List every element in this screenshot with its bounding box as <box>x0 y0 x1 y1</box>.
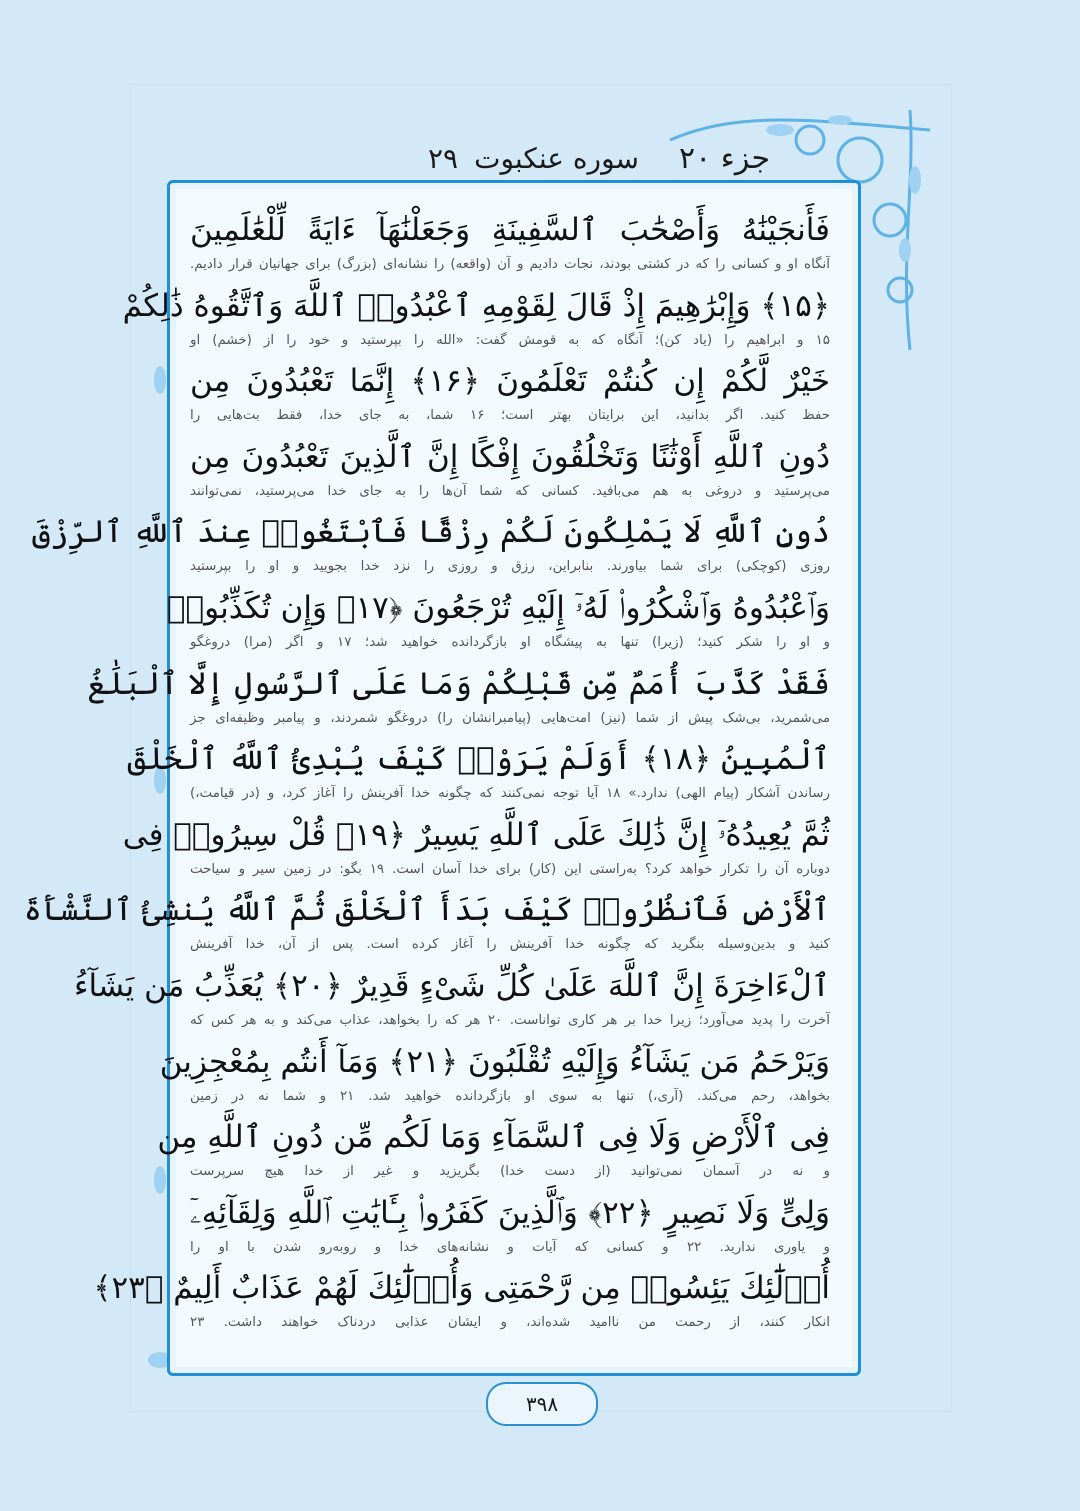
translation-text: رساندن آشکار (پیام الهی) ندارد.» ۱۸ آیا توجه نمی‌کنند که چگونه خدا آفرینش را آغاز کرد، و (در قیامت،) <box>190 786 830 802</box>
verse-line <box>166 583 830 659</box>
verse-line <box>122 281 830 357</box>
translation-text: و نه در آسمان نمی‌توانید (از دست خدا) بگریزید و غیر از خدا هیچ سرپرست <box>190 1164 830 1180</box>
translation-text: می‌شمرید، بی‌شک پیش از شما (نیز) امت‌هایی (پیامبرانشان را) دروغگو شمردند، و پیامبر وظیفه‌ای جز <box>190 710 830 726</box>
juz-label: جزء ۲۰ <box>679 140 770 176</box>
verse-line <box>157 1112 830 1188</box>
arabic-text: خَيْرٌ لَّكُمْ إِن كُنتُمْ تَعْلَمُونَ ﴿۱۶﴾ إِنَّمَا تَعْبُدُونَ مِن <box>190 363 830 400</box>
arabic-text: ٱلْمُبِينُ ﴿۱۸﴾ أَوَلَمْ يَرَوْا۟ كَيْفَ يُبْدِئُ ٱللَّهُ ٱلْخَلْقَ <box>127 741 830 778</box>
verse-line <box>190 205 830 281</box>
surah-title <box>428 142 639 175</box>
translation-text: حفظ کنید. اگر بدانید، این برایتان بهتر است؛ ۱۶ شما، به جای خدا، فقط بت‌هایی را <box>190 408 831 424</box>
arabic-text: ٱلْءَاخِرَةَ إِنَّ ٱللَّهَ عَلَىٰ كُلِّ شَىْءٍ قَدِيرٌ ﴿۲۰﴾ يُعَذِّبُ مَن يَشَآءُ <box>73 967 830 1004</box>
verse-line <box>73 961 830 1037</box>
verse-line <box>190 1188 830 1264</box>
verse-line <box>93 1263 830 1339</box>
surah-number: ۲۹ <box>428 141 459 175</box>
translation-text: آنگاه او و کسانی را که در کشتی بودند، نجات دادیم و آن (واقعه) را نشانه‌ای (بزرگ) برای جهانیان قرار دادیم. <box>190 257 830 272</box>
verse-line <box>23 885 830 961</box>
arabic-text: ﴿۱۵﴾ وَإِبْرَٰهِيمَ إِذْ قَالَ لِقَوْمِهِ ٱعْبُدُوا۟ ٱللَّهَ وَٱتَّقُوهُ ذَٰلِكُمْ <box>122 287 830 324</box>
arabic-text: فِى ٱلْأَرْضِ وَلَا فِى ٱلسَّمَآءِ وَمَا لَكُم مِّن دُونِ ٱللَّهِ مِن <box>157 1119 830 1156</box>
verse-line <box>87 659 830 735</box>
arabic-text: أُو۟لَٰٓئِكَ يَئِسُوا۟ مِن رَّحْمَتِى وَأُو۟لَٰٓئِكَ لَهُمْ عَذَابٌ أَلِيمٌ ﴿۲۳﴾ <box>93 1270 830 1307</box>
arabic-text: وَلِىٍّ وَلَا نَصِيرٍ ﴿۲۲﴾ وَٱلَّذِينَ كَفَرُوا۟ بِـَٔايَٰتِ ٱللَّهِ وَلِقَآئِهِۦٓ <box>190 1194 830 1231</box>
surah-name: سوره عنکبوت <box>474 141 640 175</box>
arabic-text: دُونِ ٱللَّهِ أَوْثَٰنًا وَتَخْلُقُونَ إِفْكًا إِنَّ ٱلَّذِينَ تَعْبُدُونَ مِن <box>190 438 830 475</box>
arabic-text: ثُمَّ يُعِيدُهُۥٓ إِنَّ ذَٰلِكَ عَلَى ٱللَّهِ يَسِيرٌ ﴿۱۹﴾ قُلْ سِيرُوا۟ فِى <box>122 816 830 853</box>
verse-line <box>32 507 830 583</box>
page-number: ۳۹۸ <box>486 1382 598 1426</box>
arabic-text: وَيَرْحَمُ مَن يَشَآءُ وَإِلَيْهِ تُقْلَبُونَ ﴿۲۱﴾ وَمَآ أَنتُم بِمُعْجِزِينَ <box>159 1043 830 1080</box>
arabic-text: دُونِ ٱللَّهِ لَا يَمْلِكُونَ لَكُمْ رِزْقًا فَٱبْتَغُوا۟ عِندَ ٱللَّهِ ٱلرِّزْقَ <box>32 514 830 551</box>
translation-text: دوباره آن را تکرار خواهد کرد؟ به‌راستی این (کار) برای خدا آسان است. ۱۹ بگو: در زمین سیر و سیاحت <box>190 861 830 877</box>
verse-line <box>190 432 830 508</box>
verse-lines <box>23 205 831 1339</box>
verse-line <box>159 1037 830 1113</box>
translation-text: کنید و بدین‌وسیله بنگرید که چگونه خدا آفرینش را آغاز کرده است. پس از آن، خدا آفرینش <box>190 937 830 953</box>
page-header <box>180 138 770 178</box>
arabic-text: فَأَنجَيْنَٰهُ وَأَصْحَٰبَ ٱلسَّفِينَةِ وَجَعَلْنَٰهَآ ءَايَةً لِّلْعَٰلَمِينَ <box>190 212 830 248</box>
arabic-text: وَٱعْبُدُوهُ وَٱشْكُرُوا۟ لَهُۥٓ إِلَيْهِ تُرْجَعُونَ ﴿۱۷﴾ وَإِن تُكَذِّبُوا۟ <box>166 589 830 626</box>
verse-line <box>127 734 830 810</box>
arabic-text: فَقَدْ كَذَّبَ أُمَمٌ مِّن قَبْلِكُمْ وَمَا عَلَى ٱلرَّسُولِ إِلَّا ٱلْبَلَٰغُ <box>87 665 830 702</box>
translation-text: بخواهد، رحم می‌کند. (آری،) تنها به سوی او بازگردانده خواهید شد. ۲۱ و شما نه در زمین <box>190 1088 830 1104</box>
translation-text: و یاوری ندارید. ۲۲ و کسانی که آیات و نشانه‌های خدا و روبه‌رو شدن با او را <box>190 1239 830 1255</box>
verse-line <box>122 810 830 886</box>
translation-text: روزی (کوچکی) برای شما بیاورند. بنابراین، رزق و روزی را نزد خدا بجویید و او را بپرستید <box>190 559 830 575</box>
translation-text: ۱۵ و ابراهیم را (یاد کن)؛ آنگاه که به قومش گفت: «الله را بپرستید و خود را از (خشم) او <box>190 332 830 348</box>
arabic-text: ٱلْأَرْضِ فَٱنظُرُوا۟ كَيْفَ بَدَأَ ٱلْخَلْقَ ثُمَّ ٱللَّهُ يُنشِئُ ٱلنَّشْأَةَ <box>23 892 830 929</box>
translation-text: آخرت را پدید می‌آورد؛ زیرا خدا بر هر کاری تواناست. ۲۰ هر که را بخواهد، عذاب می‌کند و به هر کس که <box>190 1012 830 1028</box>
verse-line <box>190 356 830 432</box>
translation-text: و او را شکر کنید؛ (زیرا) تنها به پیشگاه او بازگردانده خواهید شد؛ ۱۷ و اگر (مرا) دروغگو <box>190 634 830 650</box>
translation-text: می‌پرستید و دروغی به هم می‌بافید. کسانی که شما آن‌ها را به جای خدا می‌پرستید، نمی‌توانند <box>190 483 830 499</box>
translation-text: انکار کنند، از رحمت من ناامید شده‌اند، و ایشان عذابی دردناک خواهند داشت. ۲۳ <box>190 1315 830 1331</box>
